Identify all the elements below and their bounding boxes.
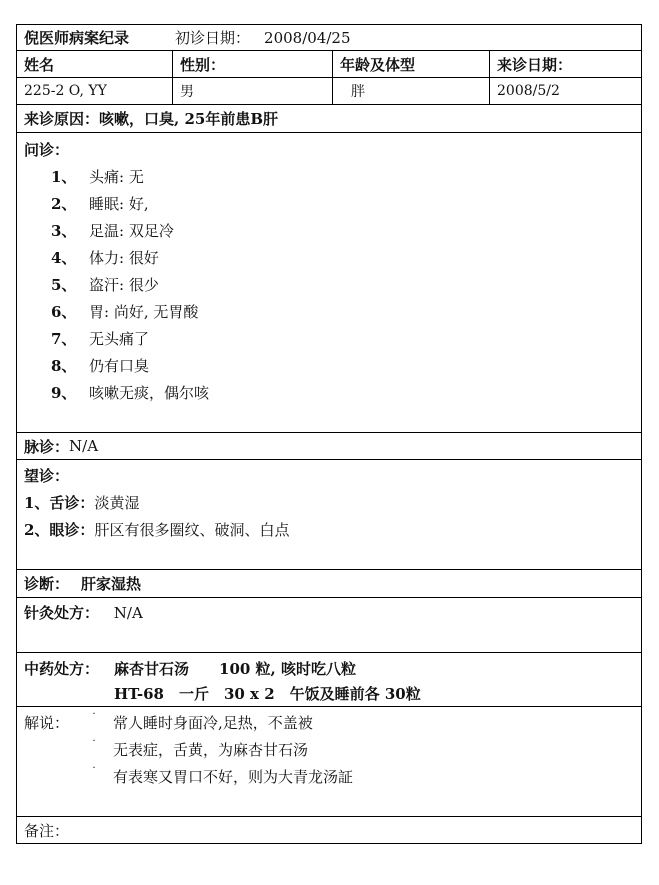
record-form xyxy=(16,24,642,844)
first-visit-date: 2008/04/25 xyxy=(264,28,351,47)
inquiry-item: 9、 咳嗽无痰，偶尔咳 xyxy=(51,384,210,402)
header-cell xyxy=(17,25,641,50)
inquiry-item: 2、 睡眠: 好, xyxy=(51,195,149,213)
observation-section xyxy=(17,460,641,570)
diagnosis-label: 诊断： xyxy=(24,575,70,593)
name-label: 姓名 xyxy=(17,51,173,77)
inquiry-item: 5、 盗汗: 很少 xyxy=(51,276,159,294)
record-title: 倪医师病案纪录 xyxy=(24,29,130,47)
diagnosis-row xyxy=(17,570,641,598)
herbal-line-1: 麻杏甘石汤 100 粒, 咳时吃八粒 xyxy=(114,660,356,678)
reason-row xyxy=(17,105,641,133)
pulse-text: N/A xyxy=(69,437,99,455)
inquiry-section xyxy=(17,133,641,433)
pulse-label: 脉诊： xyxy=(24,437,70,456)
inquiry-item: 4、 体力: 很好 xyxy=(51,249,159,267)
explanation-label: 解说： xyxy=(24,714,70,732)
notes-label: 备注： xyxy=(24,821,70,840)
explanation-item: ˙ 常人睡时身面冷,足热，不盖被 xyxy=(91,711,313,732)
diagnosis-text: 肝家湿热 xyxy=(81,575,142,593)
info-label-row xyxy=(17,51,641,78)
header-row xyxy=(17,25,641,51)
first-visit-label: 初诊日期： xyxy=(175,29,251,47)
notes-row xyxy=(17,817,641,843)
bullet-icon: ˙ xyxy=(91,738,97,752)
patient-name: 225-2 O, YY xyxy=(17,78,173,104)
bullet-icon: ˙ xyxy=(91,765,97,779)
reason-text: 咳嗽，口臭, 25年前患B肝 xyxy=(99,110,279,128)
diagnosis-cell xyxy=(17,570,641,597)
inquiry-item: 1、 头痛: 无 xyxy=(51,168,144,186)
inquiry-item: 3、 足温: 双足冷 xyxy=(51,222,174,240)
acupuncture-label: 针灸处方： xyxy=(24,604,100,622)
inquiry-item: 8、 仍有口臭 xyxy=(51,357,150,375)
eye-diagnosis: 2、眼诊：肝区有很多圈纹、破洞、白点 xyxy=(24,521,290,539)
explanation-item: ˙ 有表寒又胃口不好，则为大青龙汤証 xyxy=(91,765,354,786)
acupuncture-section xyxy=(17,598,641,653)
herbal-line-2: HT-68 一斤 30 x 2 午饭及睡前各 30粒 xyxy=(114,685,421,703)
herbal-section xyxy=(17,653,641,707)
inquiry-item: 6、 胃: 尚好, 无胃酸 xyxy=(51,303,199,321)
pulse-cell xyxy=(17,433,641,459)
acupuncture-line xyxy=(24,602,143,623)
patient-build: 胖 xyxy=(333,78,490,104)
tongue-diagnosis: 1、舌诊：淡黄湿 xyxy=(24,494,140,512)
inquiry-label: 问诊： xyxy=(24,141,70,159)
inquiry-item: 7、 无头痛了 xyxy=(51,330,150,348)
explanation-item: ˙ 无表症，舌黄，为麻杏甘石汤 xyxy=(91,738,309,759)
acupuncture-text: N/A xyxy=(113,604,143,622)
visit-date-label: 来诊日期： xyxy=(497,55,573,74)
age-build-label: 年龄及体型 xyxy=(333,51,490,77)
reason-label: 来诊原因： xyxy=(24,110,100,128)
bullet-icon: ˙ xyxy=(91,711,97,725)
reason-cell xyxy=(17,105,641,132)
gender-label: 性别： xyxy=(173,51,333,77)
explanation-section xyxy=(17,707,641,817)
patient-gender: 男 xyxy=(173,78,333,104)
observation-label: 望诊： xyxy=(24,467,70,485)
info-value-row xyxy=(17,78,641,105)
pulse-row xyxy=(17,433,641,460)
visit-date: 2008/5/2 xyxy=(497,83,560,99)
herbal-label: 中药处方： xyxy=(24,660,100,678)
